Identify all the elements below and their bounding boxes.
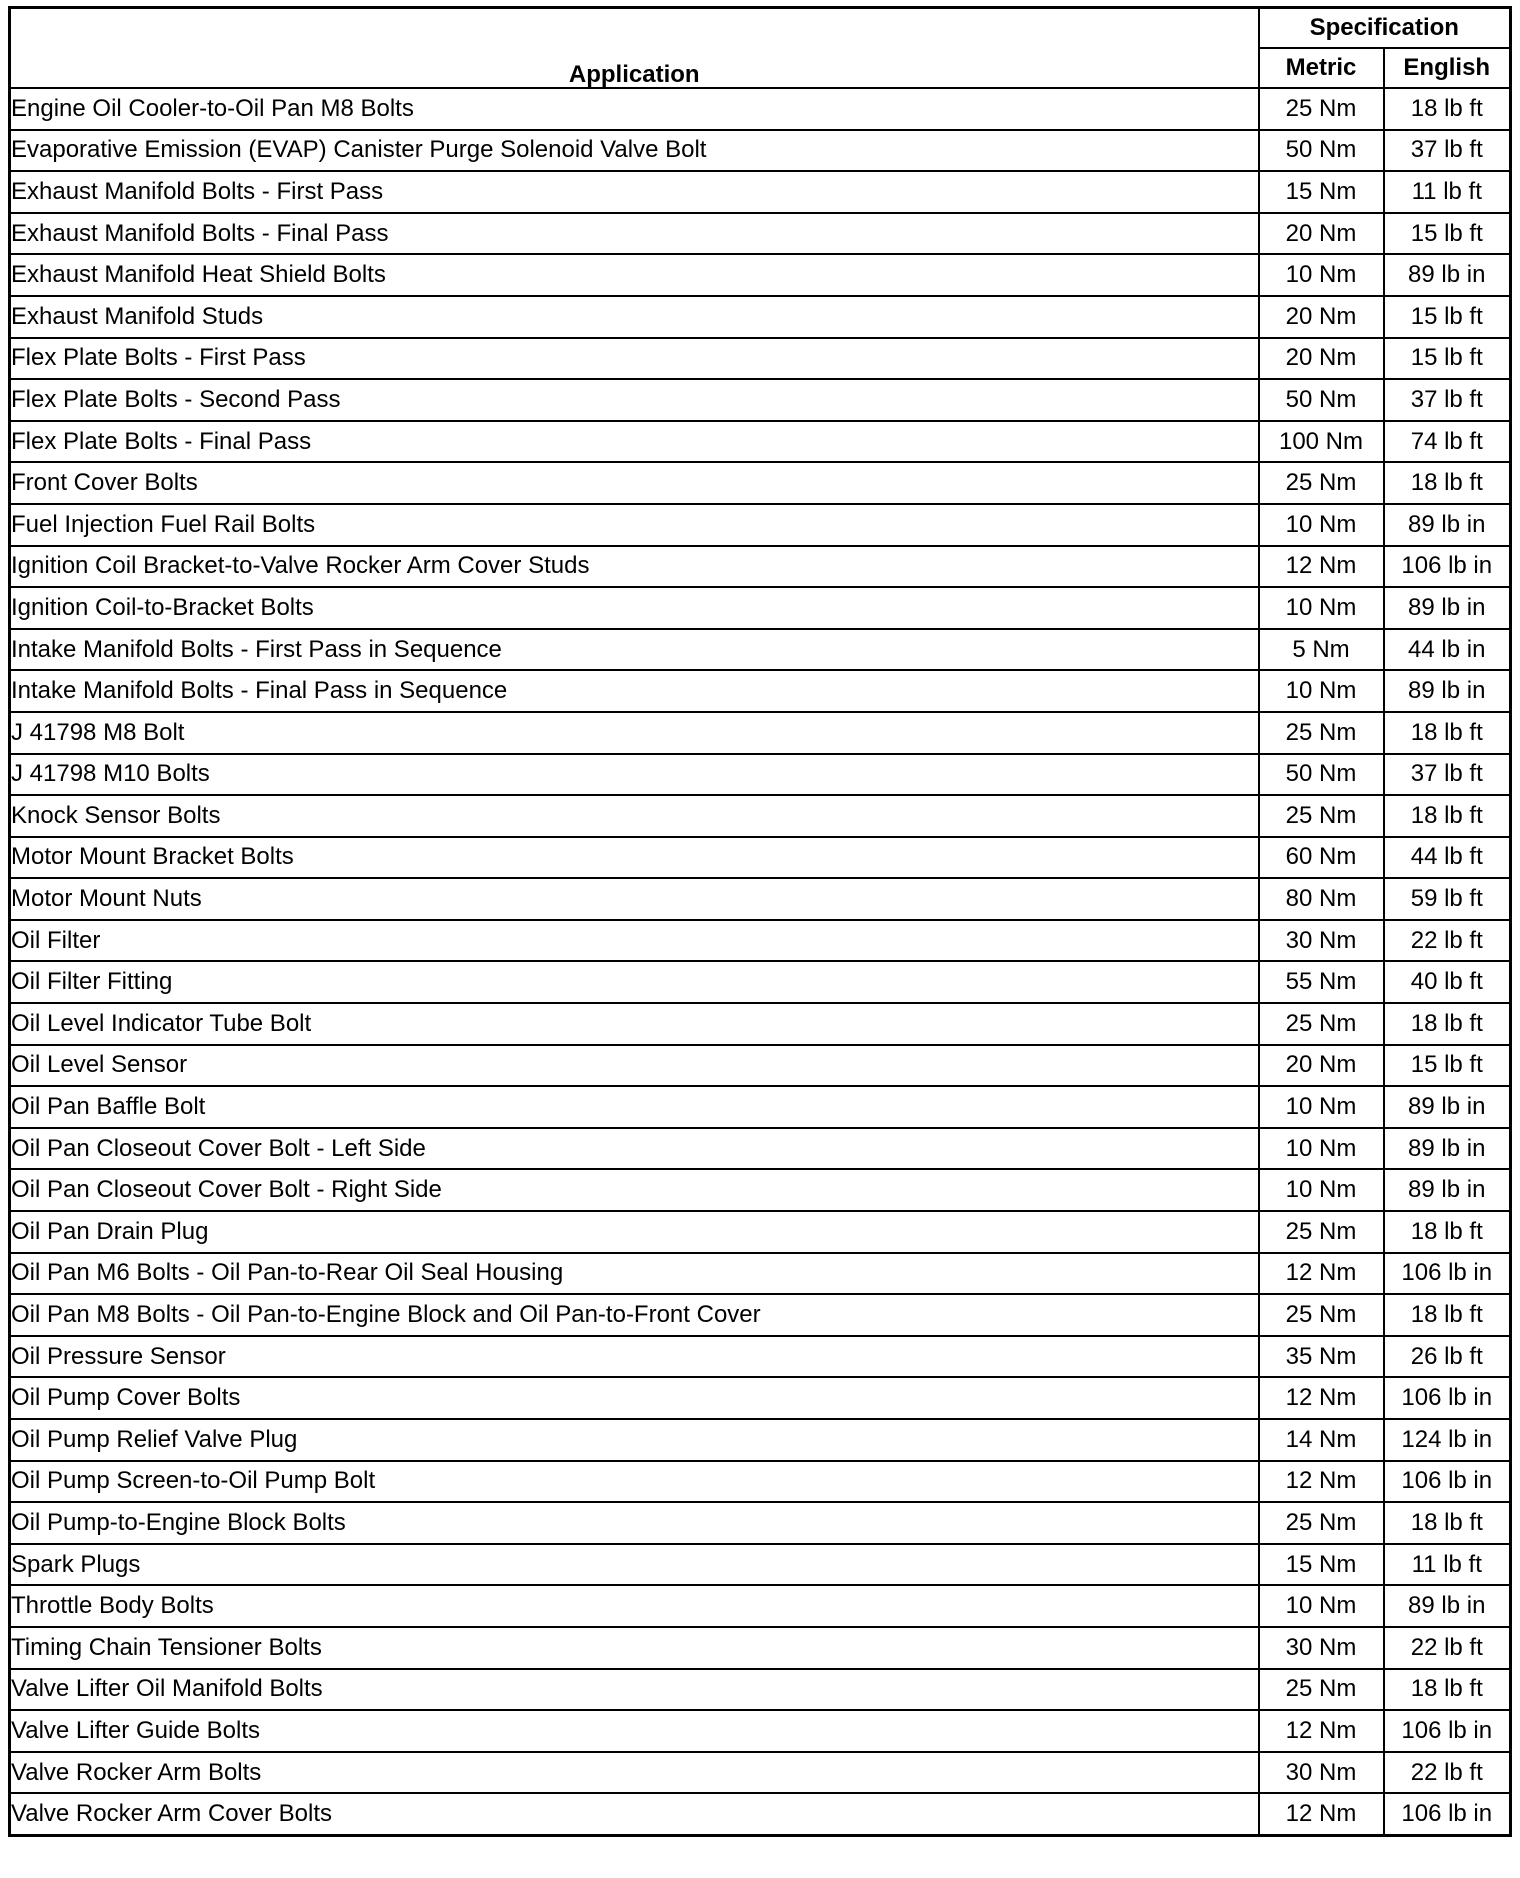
cell-application: Oil Pump Screen-to-Oil Pump Bolt [10,1461,1259,1503]
header-row-top [10,8,1511,49]
cell-metric: 50 Nm [1259,379,1384,421]
table-row [10,1336,1511,1378]
cell-metric: 12 Nm [1259,1377,1384,1419]
cell-metric: 25 Nm [1259,88,1384,130]
cell-metric: 25 Nm [1259,795,1384,837]
table-row [10,1419,1511,1461]
table-row [10,920,1511,962]
cell-application: Oil Pan Baffle Bolt [10,1086,1259,1128]
table-row [10,88,1511,130]
cell-english: 89 lb in [1384,254,1511,296]
cell-application: Exhaust Manifold Studs [10,296,1259,338]
cell-application: Intake Manifold Bolts - Final Pass in Sequence [10,670,1259,712]
table-body [10,88,1511,1835]
cell-english: 18 lb ft [1384,1211,1511,1253]
cell-application: Oil Level Sensor [10,1045,1259,1087]
cell-application: Throttle Body Bolts [10,1585,1259,1627]
table-row [10,462,1511,504]
cell-application: Front Cover Bolts [10,462,1259,504]
table-row [10,795,1511,837]
cell-metric: 80 Nm [1259,878,1384,920]
cell-application: Valve Rocker Arm Bolts [10,1752,1259,1794]
table-row [10,338,1511,380]
cell-english: 18 lb ft [1384,88,1511,130]
cell-metric: 15 Nm [1259,171,1384,213]
cell-metric: 20 Nm [1259,1045,1384,1087]
cell-english: 44 lb ft [1384,837,1511,879]
table-row [10,670,1511,712]
table-row [10,1710,1511,1752]
table-row [10,1461,1511,1503]
cell-english: 22 lb ft [1384,1627,1511,1669]
cell-english: 15 lb ft [1384,213,1511,255]
cell-english: 106 lb in [1384,1710,1511,1752]
cell-metric: 35 Nm [1259,1336,1384,1378]
cell-metric: 25 Nm [1259,1003,1384,1045]
cell-english: 89 lb in [1384,1086,1511,1128]
cell-application: Oil Filter Fitting [10,961,1259,1003]
table-row [10,504,1511,546]
table-row [10,1128,1511,1170]
cell-english: 106 lb in [1384,1793,1511,1835]
cell-metric: 14 Nm [1259,1419,1384,1461]
table-row [10,754,1511,796]
cell-metric: 50 Nm [1259,754,1384,796]
cell-english: 89 lb in [1384,1585,1511,1627]
cell-english: 18 lb ft [1384,795,1511,837]
table-row [10,1294,1511,1336]
cell-application: Knock Sensor Bolts [10,795,1259,837]
cell-metric: 12 Nm [1259,1793,1384,1835]
table-header [10,8,1511,89]
cell-application: Oil Pump-to-Engine Block Bolts [10,1502,1259,1544]
cell-metric: 25 Nm [1259,1669,1384,1711]
table-row [10,1752,1511,1794]
cell-metric: 50 Nm [1259,130,1384,172]
table-row [10,421,1511,463]
cell-english: 37 lb ft [1384,754,1511,796]
cell-application: Flex Plate Bolts - Second Pass [10,379,1259,421]
cell-application: Oil Pan Drain Plug [10,1211,1259,1253]
cell-english: 44 lb in [1384,629,1511,671]
cell-english: 89 lb in [1384,1169,1511,1211]
cell-application: Ignition Coil-to-Bracket Bolts [10,587,1259,629]
cell-application: J 41798 M8 Bolt [10,712,1259,754]
table-row [10,254,1511,296]
cell-english: 37 lb ft [1384,130,1511,172]
cell-metric: 20 Nm [1259,338,1384,380]
cell-english: 11 lb ft [1384,171,1511,213]
cell-application: Valve Rocker Arm Cover Bolts [10,1793,1259,1835]
cell-metric: 25 Nm [1259,1294,1384,1336]
cell-metric: 100 Nm [1259,421,1384,463]
cell-metric: 25 Nm [1259,712,1384,754]
cell-application: Intake Manifold Bolts - First Pass in Sequence [10,629,1259,671]
table-row [10,1169,1511,1211]
cell-metric: 15 Nm [1259,1544,1384,1586]
cell-metric: 5 Nm [1259,629,1384,671]
cell-application: Oil Pan Closeout Cover Bolt - Left Side [10,1128,1259,1170]
table-row [10,587,1511,629]
column-header-metric: Metric [1259,48,1384,88]
cell-metric: 10 Nm [1259,254,1384,296]
cell-application: Fuel Injection Fuel Rail Bolts [10,504,1259,546]
table-row [10,1377,1511,1419]
cell-metric: 12 Nm [1259,1461,1384,1503]
cell-metric: 30 Nm [1259,1627,1384,1669]
table-row [10,1502,1511,1544]
cell-english: 22 lb ft [1384,920,1511,962]
cell-application: Flex Plate Bolts - Final Pass [10,421,1259,463]
cell-english: 37 lb ft [1384,379,1511,421]
cell-metric: 25 Nm [1259,462,1384,504]
cell-metric: 25 Nm [1259,1211,1384,1253]
cell-english: 89 lb in [1384,587,1511,629]
table-row [10,1253,1511,1295]
cell-metric: 30 Nm [1259,920,1384,962]
table-row [10,171,1511,213]
cell-english: 89 lb in [1384,670,1511,712]
cell-english: 18 lb ft [1384,1502,1511,1544]
cell-metric: 30 Nm [1259,1752,1384,1794]
cell-application: Ignition Coil Bracket-to-Valve Rocker Arm Cover Studs [10,546,1259,588]
table-row [10,1211,1511,1253]
cell-metric: 12 Nm [1259,1710,1384,1752]
fastener-specification-sheet [8,6,1509,1837]
cell-metric: 12 Nm [1259,546,1384,588]
cell-metric: 10 Nm [1259,1169,1384,1211]
table-row [10,1627,1511,1669]
cell-english: 106 lb in [1384,1377,1511,1419]
cell-english: 15 lb ft [1384,338,1511,380]
cell-application: Motor Mount Nuts [10,878,1259,920]
cell-english: 18 lb ft [1384,1294,1511,1336]
table-row [10,837,1511,879]
cell-metric: 10 Nm [1259,670,1384,712]
cell-english: 124 lb in [1384,1419,1511,1461]
cell-application: Flex Plate Bolts - First Pass [10,338,1259,380]
cell-metric: 25 Nm [1259,1502,1384,1544]
cell-english: 15 lb ft [1384,296,1511,338]
cell-english: 106 lb in [1384,1253,1511,1295]
cell-metric: 10 Nm [1259,1585,1384,1627]
table-row [10,712,1511,754]
cell-application: Oil Level Indicator Tube Bolt [10,1003,1259,1045]
table-row [10,1086,1511,1128]
cell-application: Oil Pan M8 Bolts - Oil Pan-to-Engine Block and Oil Pan-to-Front Cover [10,1294,1259,1336]
fastener-torque-table [8,6,1512,1837]
cell-application: Exhaust Manifold Bolts - Final Pass [10,213,1259,255]
cell-english: 26 lb ft [1384,1336,1511,1378]
table-row [10,961,1511,1003]
cell-english: 59 lb ft [1384,878,1511,920]
cell-english: 18 lb ft [1384,462,1511,504]
cell-metric: 55 Nm [1259,961,1384,1003]
cell-application: Oil Pump Relief Valve Plug [10,1419,1259,1461]
cell-metric: 10 Nm [1259,587,1384,629]
column-header-english: English [1384,48,1511,88]
cell-application: Valve Lifter Oil Manifold Bolts [10,1669,1259,1711]
cell-english: 40 lb ft [1384,961,1511,1003]
cell-metric: 10 Nm [1259,1086,1384,1128]
cell-metric: 60 Nm [1259,837,1384,879]
cell-english: 106 lb in [1384,1461,1511,1503]
cell-application: Oil Pressure Sensor [10,1336,1259,1378]
cell-english: 18 lb ft [1384,1003,1511,1045]
cell-english: 11 lb ft [1384,1544,1511,1586]
cell-application: Oil Pump Cover Bolts [10,1377,1259,1419]
cell-english: 89 lb in [1384,504,1511,546]
cell-application: Exhaust Manifold Heat Shield Bolts [10,254,1259,296]
table-row [10,546,1511,588]
table-row [10,1544,1511,1586]
cell-english: 18 lb ft [1384,712,1511,754]
cell-application: Oil Pan M6 Bolts - Oil Pan-to-Rear Oil Seal Housing [10,1253,1259,1295]
cell-application: Motor Mount Bracket Bolts [10,837,1259,879]
table-row [10,629,1511,671]
cell-english: 89 lb in [1384,1128,1511,1170]
cell-application: Valve Lifter Guide Bolts [10,1710,1259,1752]
cell-metric: 12 Nm [1259,1253,1384,1295]
column-header-specification: Specification [1259,8,1511,49]
column-header-application: Application [10,8,1259,89]
cell-metric: 10 Nm [1259,1128,1384,1170]
cell-application: Oil Filter [10,920,1259,962]
cell-application: Exhaust Manifold Bolts - First Pass [10,171,1259,213]
cell-metric: 10 Nm [1259,504,1384,546]
cell-english: 74 lb ft [1384,421,1511,463]
table-row [10,1669,1511,1711]
table-row [10,213,1511,255]
table-row [10,296,1511,338]
cell-metric: 20 Nm [1259,213,1384,255]
table-row [10,379,1511,421]
cell-english: 106 lb in [1384,546,1511,588]
cell-application: Spark Plugs [10,1544,1259,1586]
cell-application: Evaporative Emission (EVAP) Canister Purge Solenoid Valve Bolt [10,130,1259,172]
cell-english: 18 lb ft [1384,1669,1511,1711]
cell-english: 22 lb ft [1384,1752,1511,1794]
table-row [10,1793,1511,1835]
cell-application: Timing Chain Tensioner Bolts [10,1627,1259,1669]
cell-application: Engine Oil Cooler-to-Oil Pan M8 Bolts [10,88,1259,130]
cell-metric: 20 Nm [1259,296,1384,338]
table-row [10,878,1511,920]
cell-english: 15 lb ft [1384,1045,1511,1087]
cell-application: J 41798 M10 Bolts [10,754,1259,796]
table-row [10,130,1511,172]
table-row [10,1585,1511,1627]
cell-application: Oil Pan Closeout Cover Bolt - Right Side [10,1169,1259,1211]
table-row [10,1003,1511,1045]
table-row [10,1045,1511,1087]
